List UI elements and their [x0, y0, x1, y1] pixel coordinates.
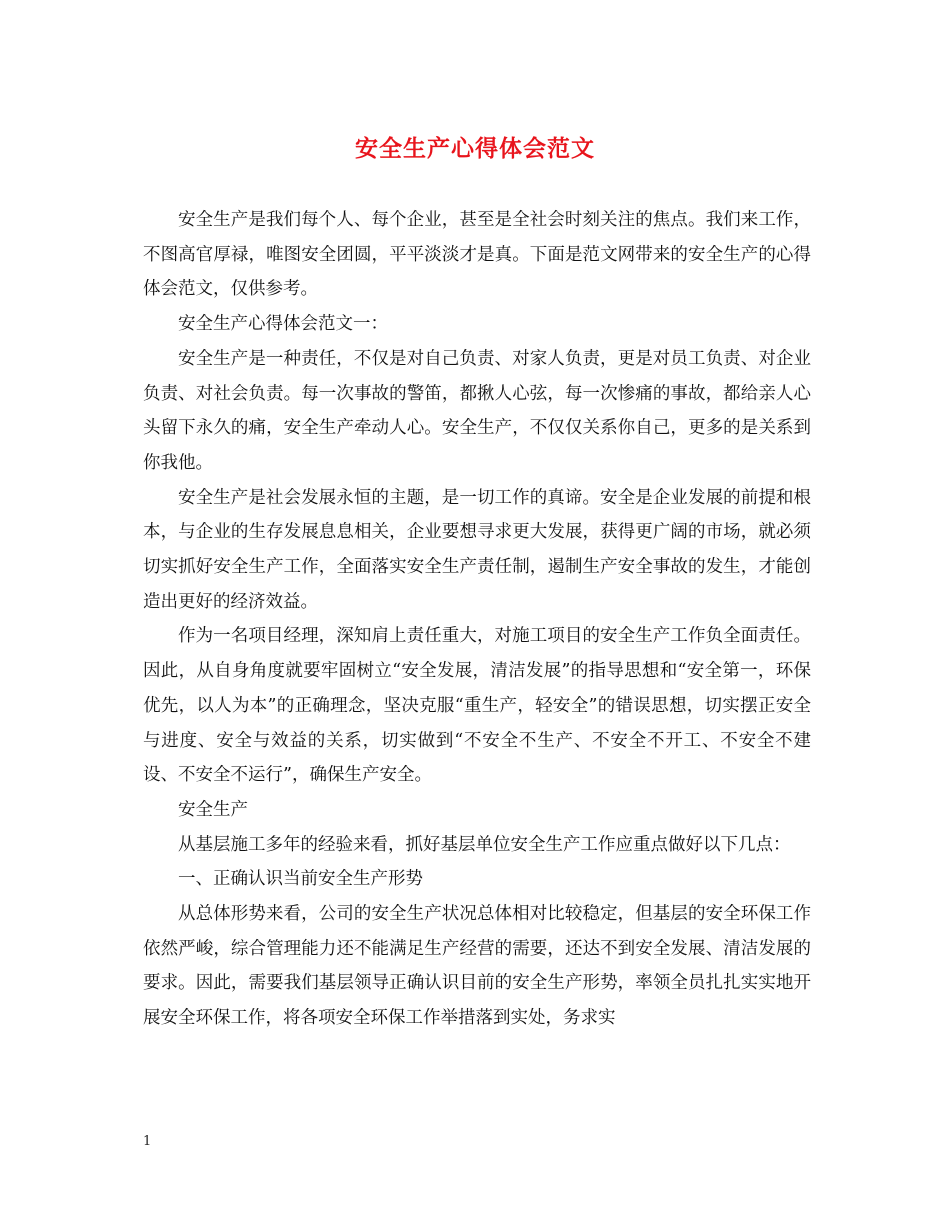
document-title: 安全生产心得体会范文	[355, 135, 595, 162]
paragraph: 作为一名项目经理，深知肩上责任重大，对施工项目的安全生产工作负全面责任。因此，从自身角度就要牢固树立“安全发展，清洁发展”的指导思想和“安全第一，环保优先，以人为本”的正确理念，坚决克服“重生产，轻安全”的错误思想，切实摆正安全与进度、安全与效益的关系，切实做到“不安全不生产、不安全不开工、不安全不建设、不安全不运行”，确保生产安全。	[143, 626, 811, 786]
section-heading: 一、正确认识当前安全生产形势	[178, 869, 423, 890]
paragraph: 从基层施工多年的经验来看，抓好基层单位安全生产工作应重点做好以下几点：	[178, 834, 791, 855]
paragraph: 安全生产	[178, 799, 248, 820]
paragraph: 从总体形势来看，公司的安全生产状况总体相对比较稳定，但基层的安全环保工作依然严峻，综合管理能力还不能满足生产经营的需要，还达不到安全发展、清洁发展的要求。因此，需要我们基层领导正确认识目前的安全生产形势，率领全员扎扎实实地开展安全环保工作，将各项安全环保工作举措落到实处，务求实	[143, 904, 811, 1029]
document-body	[143, 203, 811, 1036]
page-number: 1	[143, 1134, 152, 1149]
paragraph: 安全生产是一种责任，不仅是对自己负责、对家人负责，更是对员工负责、对企业负责、对社会负责。每一次事故的警笛，都揪人心弦，每一次惨痛的事故，都给亲人心头留下永久的痛，安全生产牵动人心。安全生产，不仅仅关系你自己，更多的是关系到你我他。	[143, 348, 811, 473]
paragraph: 安全生产是我们每个人、每个企业，甚至是全社会时刻关注的焦点。我们来工作，不图高官厚禄，唯图安全团圆，平平淡淡才是真。下面是范文网带来的安全生产的心得体会范文，仅供参考。	[143, 210, 811, 300]
paragraph: 安全生产心得体会范文一：	[178, 314, 388, 335]
paragraph: 安全生产是社会发展永恒的主题，是一切工作的真谛。安全是企业发展的前提和根本，与企业的生存发展息息相关，企业要想寻求更大发展，获得更广阔的市场，就必须切实抓好安全生产工作，全面落实安全生产责任制，遏制生产安全事故的发生，才能创造出更好的经济效益。	[143, 487, 811, 612]
